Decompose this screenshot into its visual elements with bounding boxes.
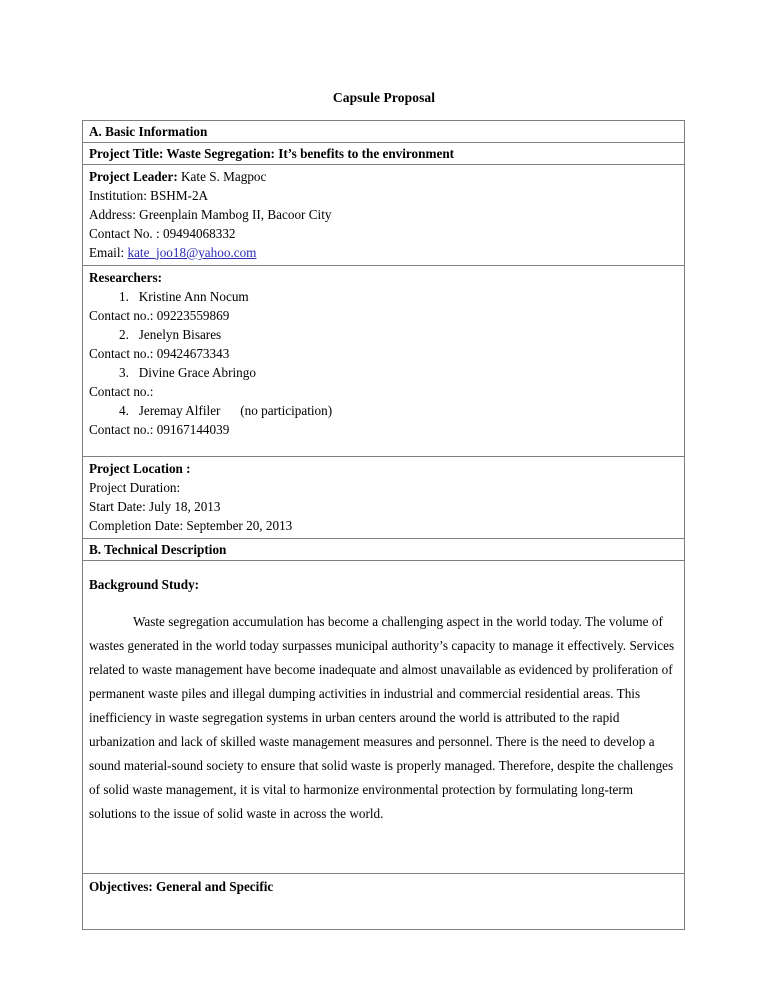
page-title: Capsule Proposal	[332, 90, 436, 105]
researcher-number: 1.	[119, 289, 129, 304]
researcher-contact: Contact no.: 09424673343	[89, 346, 230, 361]
researcher-note: (no participation)	[240, 403, 333, 418]
researcher-contact: Contact no.: 09167144039	[89, 422, 230, 437]
project-leader-value: Kate S. Magpoc	[177, 169, 267, 184]
researchers-bottom-spacer	[89, 439, 678, 453]
background-bottom-spacer	[89, 826, 678, 842]
project-title-text: Project Title: Waste Segregation: It’s benefits to the environment	[89, 146, 455, 161]
start-date-line: Start Date: July 18, 2013	[89, 499, 221, 514]
table-row-project-title	[83, 143, 685, 165]
table-row-basic-information-heading	[83, 121, 685, 143]
researchers-heading: Researchers:	[89, 270, 162, 285]
email-label: Email:	[89, 245, 128, 260]
researchers-block	[83, 266, 684, 456]
table-row-objectives	[83, 874, 685, 930]
objectives-heading: Objectives: General and Specific	[89, 879, 274, 894]
project-leader-block	[83, 165, 684, 265]
table-row-technical-description-heading	[83, 539, 685, 561]
contact-number-line: Contact No. : 09494068332	[89, 226, 236, 241]
table-row-background-study	[83, 561, 685, 874]
list-item	[89, 363, 678, 382]
institution-line: Institution: BSHM-2A	[89, 188, 209, 203]
project-location-heading: Project Location :	[89, 461, 191, 476]
objectives-empty-space	[83, 899, 684, 929]
table-row-project-location	[83, 457, 685, 539]
researcher-contact: Contact no.: 09223559869	[89, 308, 230, 323]
background-study-paragraph: Waste segregation accumulation has become a challenging aspect in the world today. The volume of wastes generated in the world today surpasses municipal authority’s capacity to manage it effectively. Services related to waste management have become inadequate and almost unavailable as evidenced by proliferation of permanent waste piles and illegal dumping activities in industrial and commercial residential areas. This inefficiency in waste segregation systems in urban centers around the world is attributed to the rapid urbanization and lack of skilled waste management measures and personnel. There is the need to develop a sound material-sound society to ensure that solid waste is properly managed. Therefore, despite the challenges of solid waste management, it is vital to harmonize environmental protection by formulating long-term solutions to the issue of solid waste in across the world.	[89, 614, 675, 821]
researcher-number: 3.	[119, 365, 129, 380]
researcher-contact: Contact no.:	[89, 384, 154, 399]
researcher-name: Jenelyn Bisares	[138, 327, 222, 342]
background-study-block	[83, 561, 684, 873]
completion-date-line: Completion Date: September 20, 2013	[89, 518, 293, 533]
list-item	[89, 325, 678, 344]
researcher-number: 2.	[119, 327, 129, 342]
section-heading-technical-description: B. Technical Description	[89, 542, 227, 557]
list-item	[89, 287, 678, 306]
background-study-heading: Background Study:	[89, 577, 200, 592]
email-line	[89, 243, 678, 262]
project-leader-line	[89, 167, 678, 186]
researcher-number: 4.	[119, 403, 129, 418]
table-row-project-leader	[83, 165, 685, 266]
section-heading-basic-information: A. Basic Information	[89, 124, 208, 139]
proposal-table	[82, 120, 685, 930]
address-line: Address: Greenplain Mambog II, Bacoor City	[89, 207, 332, 222]
researcher-name: Kristine Ann Nocum	[138, 289, 249, 304]
email-link[interactable]: kate_joo18@yahoo.com	[127, 245, 257, 260]
project-location-block	[83, 457, 684, 538]
list-item	[89, 401, 678, 420]
project-duration-line: Project Duration:	[89, 480, 181, 495]
table-row-researchers	[83, 266, 685, 457]
researcher-name: Jeremay Alfiler	[138, 403, 221, 418]
researcher-name: Divine Grace Abringo	[138, 365, 256, 380]
project-leader-label: Project Leader:	[89, 169, 178, 184]
